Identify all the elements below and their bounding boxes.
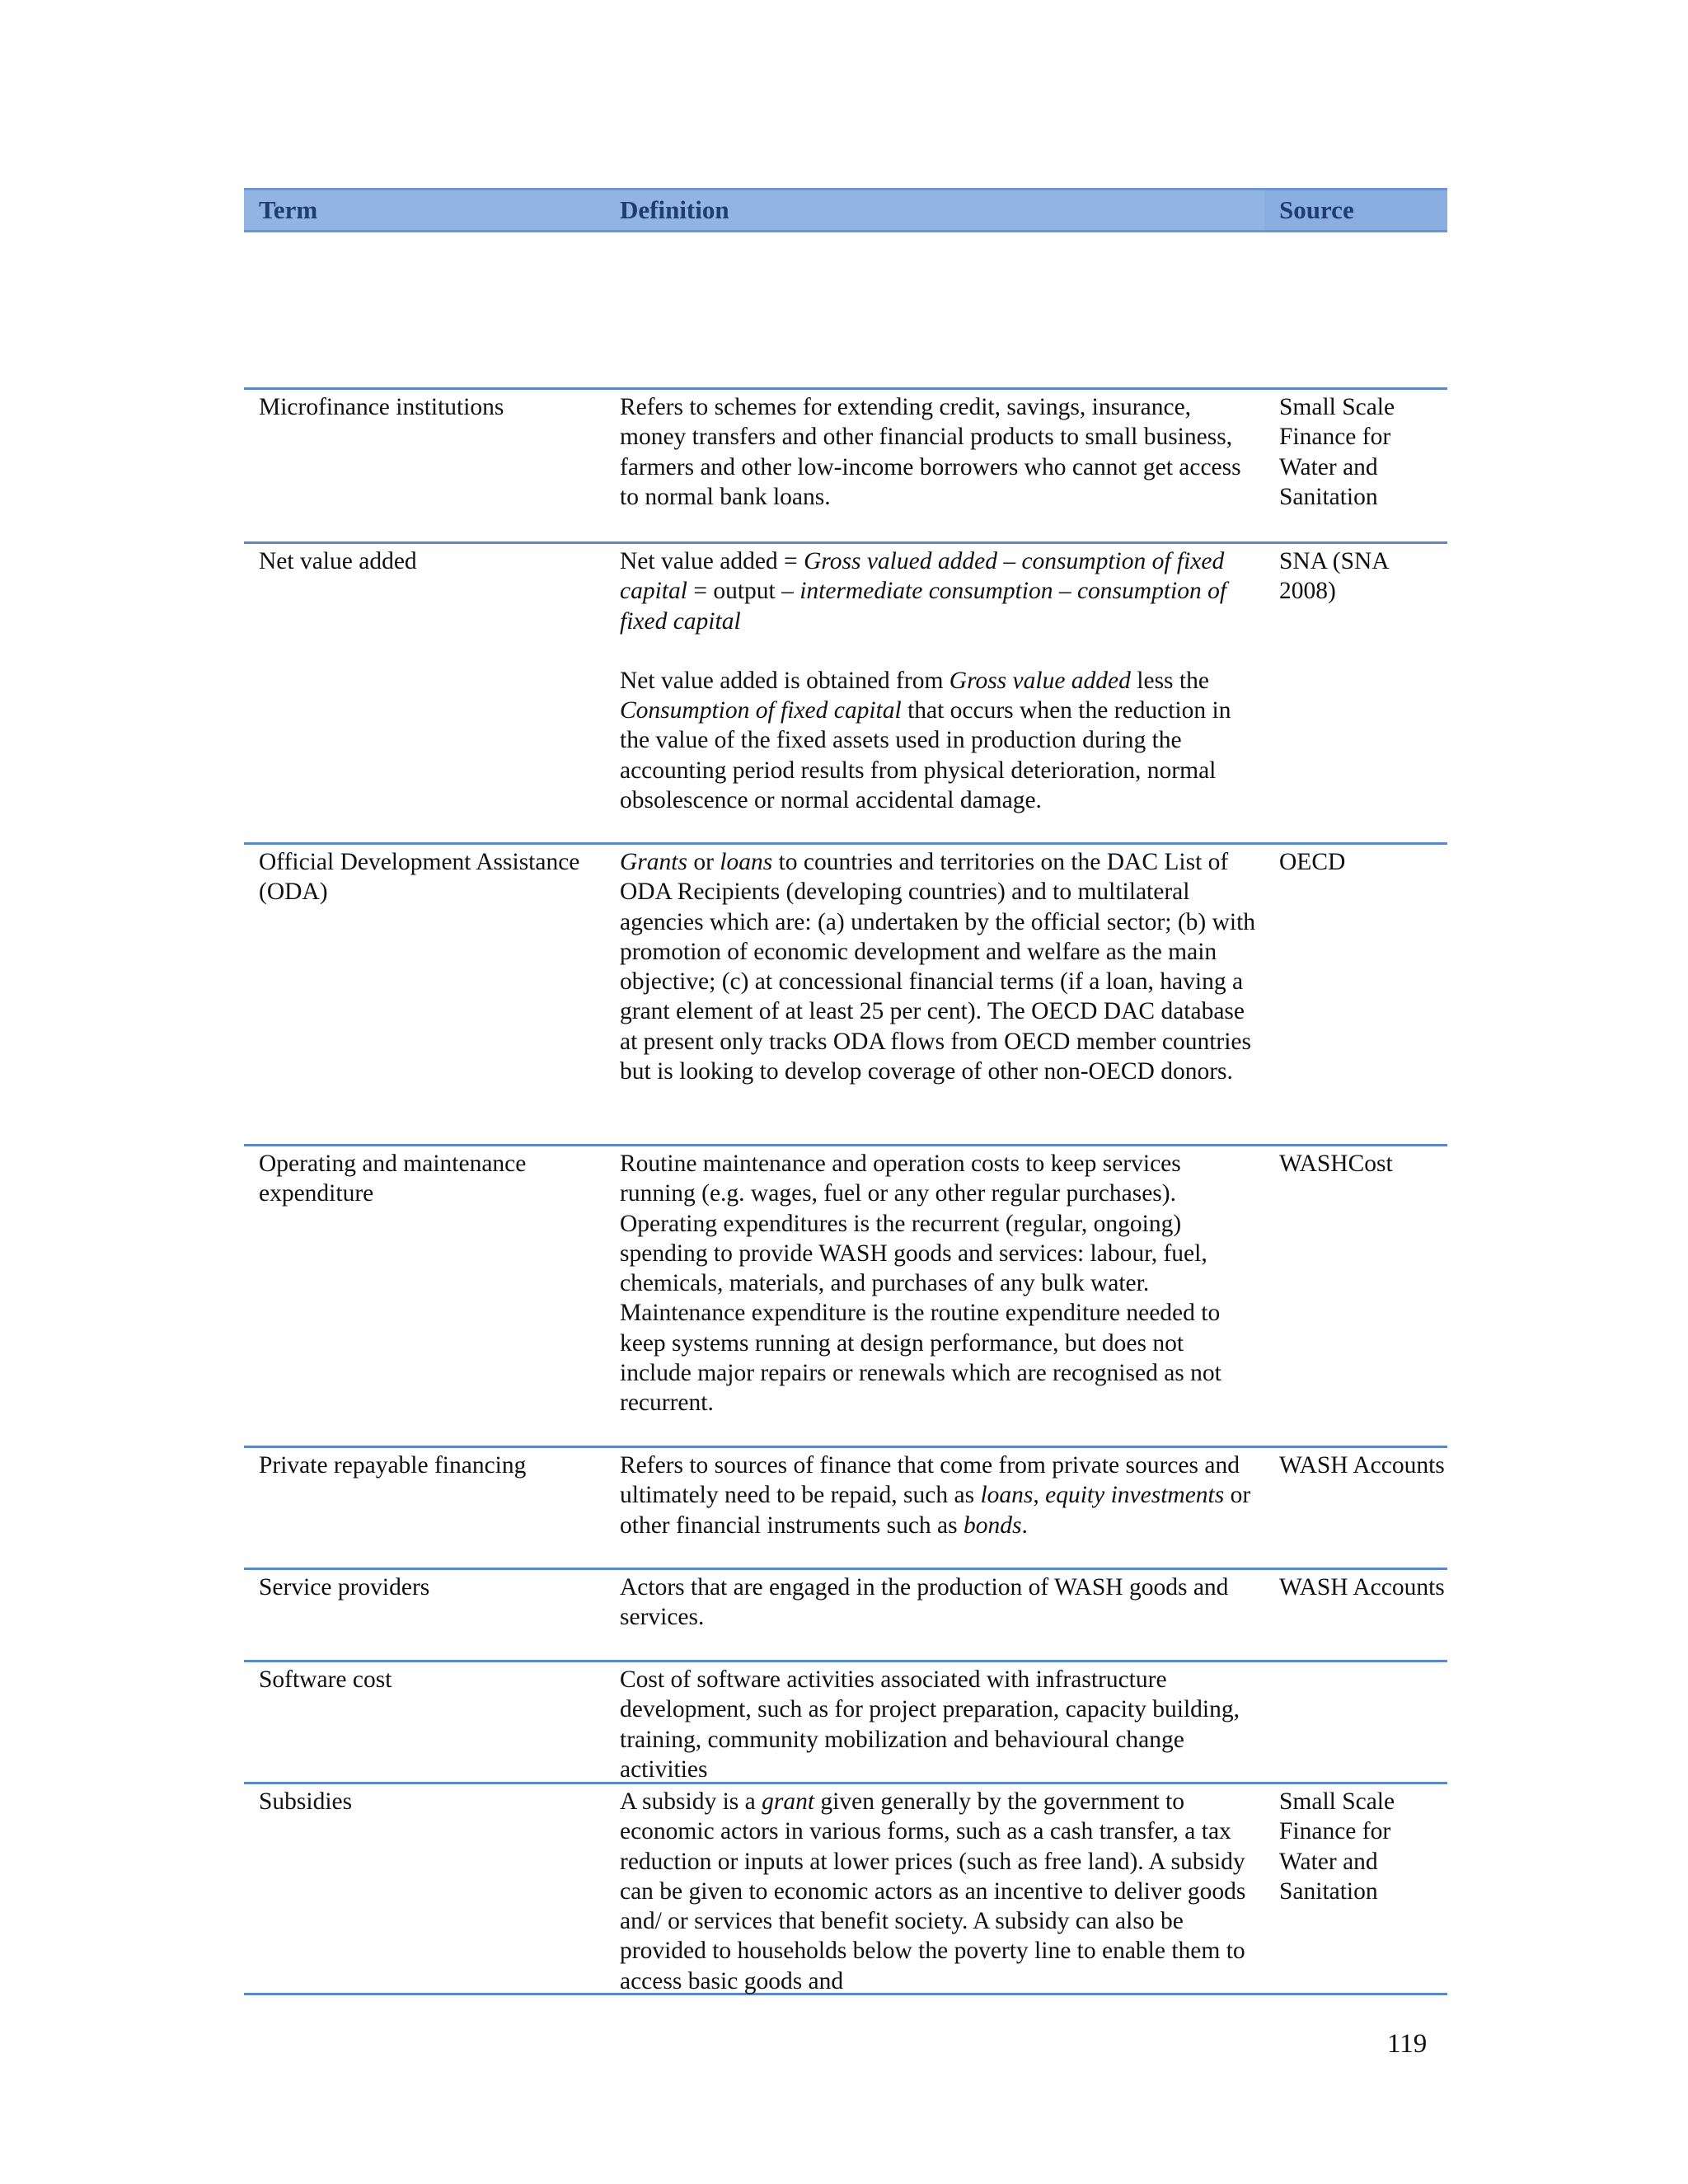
definition-cell bbox=[605, 1784, 1264, 1993]
glossary-table bbox=[244, 188, 1447, 1995]
definition-emphasis: Consumption of fixed capital bbox=[620, 697, 902, 724]
definition-cell bbox=[605, 1146, 1264, 1446]
header-definition: Definition bbox=[620, 195, 729, 224]
table-row bbox=[244, 1782, 1447, 1995]
term-cell: Subsidies bbox=[259, 1788, 353, 1815]
definition-emphasis: Gross value added bbox=[949, 667, 1131, 694]
definition-emphasis: intermediate consumption – consumption of fixed capital bbox=[620, 578, 1227, 635]
table-row bbox=[244, 1660, 1447, 1782]
definition-text: = output – bbox=[687, 578, 800, 605]
source-cell: SNA (SNA 2008) bbox=[1279, 548, 1388, 605]
definition-text: , bbox=[1033, 1482, 1046, 1509]
definition-emphasis: loans bbox=[980, 1482, 1034, 1509]
definition-text: A subsidy is a bbox=[620, 1788, 762, 1815]
definition-text: or bbox=[687, 849, 720, 875]
source-cell: WASHCost bbox=[1279, 1151, 1393, 1177]
source-cell: WASH Accounts bbox=[1279, 1452, 1445, 1479]
source-cell: OECD bbox=[1279, 849, 1346, 875]
definition-text: Refers to sources of finance that come from private sources and ultimately need to be repaid, such as bbox=[620, 1452, 1240, 1509]
source-cell: WASH Accounts bbox=[1279, 1574, 1445, 1601]
term-cell: Official Development Assistance (ODA) bbox=[259, 849, 580, 906]
term-cell: Net value added bbox=[259, 548, 417, 574]
definition-text: given generally by the government to economic actors in various forms, such as a cash transfer, a tax reduction or inputs at lower prices (such as free land). A subsidy can be given to economic actors as an incentive to deliver goods and/ or services that benefit society. A subsidy can also be provided to households below the poverty line to enable them to access basic goods and bbox=[620, 1788, 1246, 1994]
header-source: Source bbox=[1264, 190, 1447, 230]
source-cell: Small Scale Finance for Water and Sanitation bbox=[1279, 394, 1395, 510]
definition-cell bbox=[605, 544, 1264, 842]
header-term: Term bbox=[259, 195, 318, 224]
definition-text: Refers to schemes for extending credit, savings, insurance, money transfers and other financial products to small business, farmers and other low-income borrowers who cannot get access to normal bank loans. bbox=[620, 394, 1241, 510]
definition-text: Net value added is obtained from bbox=[620, 667, 950, 694]
definition-text: . bbox=[1021, 1511, 1028, 1539]
definition-text: that occurs when the reduction in the value of the fixed assets used in production during the accounting period results from physical deterioration, normal obsolescence or normal accidental damage. bbox=[620, 697, 1231, 814]
definition-text: less the bbox=[1130, 667, 1209, 694]
definition-text: Actors that are engaged in the production of WASH goods and services. bbox=[620, 1574, 1229, 1631]
definition-paragraph bbox=[620, 666, 1256, 815]
definition-cell bbox=[605, 390, 1264, 541]
definition-paragraph bbox=[620, 546, 1256, 636]
source-cell: Small Scale Finance for Water and Sanitation bbox=[1279, 1788, 1395, 1905]
source-cell bbox=[1264, 1662, 1447, 1782]
table-row bbox=[244, 1568, 1447, 1660]
definition-text: or other financial instruments such as bbox=[620, 1482, 1251, 1539]
definition-text: Cost of software activities associated with infrastructure development, such as for project preparation, capacity building, training, community mobilization and behavioural change activities bbox=[620, 1666, 1240, 1783]
term-cell: Service providers bbox=[259, 1574, 430, 1601]
definition-text: Routine maintenance and operation costs to keep services running (e.g. wages, fuel or any other regular purchases). Operating expenditures is the recurrent (regular, ongoing) spending to provide WASH goods and services: labour, fuel, chemicals, materials, and purchases of any bulk water. Maintenance expenditure is the routine expenditure needed to keep systems running at design performance, but does not include major repairs or renewals which are recognised as not recurrent. bbox=[620, 1151, 1221, 1417]
definition-cell bbox=[605, 1570, 1264, 1660]
term-cell: Microfinance institutions bbox=[259, 394, 504, 420]
definition-emphasis: equity investments bbox=[1045, 1482, 1225, 1509]
definition-cell bbox=[605, 1448, 1264, 1568]
page-number: 119 bbox=[1387, 2029, 1428, 2059]
term-cell: Software cost bbox=[259, 1666, 392, 1693]
term-cell: Operating and maintenance expenditure bbox=[259, 1151, 527, 1207]
table-row bbox=[244, 1144, 1447, 1446]
definition-cell bbox=[605, 1662, 1264, 1782]
table-row bbox=[244, 1446, 1447, 1568]
table-header bbox=[244, 188, 1447, 232]
empty-row bbox=[244, 232, 1447, 387]
table-row bbox=[244, 387, 1447, 541]
definition-emphasis: bonds bbox=[964, 1511, 1022, 1539]
term-cell: Private repayable financing bbox=[259, 1452, 527, 1479]
definition-emphasis: Grants bbox=[620, 849, 687, 875]
definition-emphasis: Gross valued added – consumption of fixed capital bbox=[620, 548, 1225, 605]
definition-emphasis: loans bbox=[720, 849, 773, 875]
definition-text: to countries and territories on the DAC List of ODA Recipients (developing countries) and to multilateral agencies which are: (a) undertaken by the official sector; (b) with promotion of economic development and welfare as the main objective; (c) at concessional financial terms (if a loan, having a grant element of at least 25 per cent). The OECD DAC database at present only tracks ODA flows from OECD member countries but is looking to develop coverage of other non-OECD donors. bbox=[620, 849, 1256, 1085]
table-row bbox=[244, 842, 1447, 1144]
table-row bbox=[244, 541, 1447, 842]
definition-cell bbox=[605, 845, 1264, 1144]
definition-text: Net value added = bbox=[620, 548, 804, 574]
definition-emphasis: grant bbox=[762, 1788, 815, 1815]
